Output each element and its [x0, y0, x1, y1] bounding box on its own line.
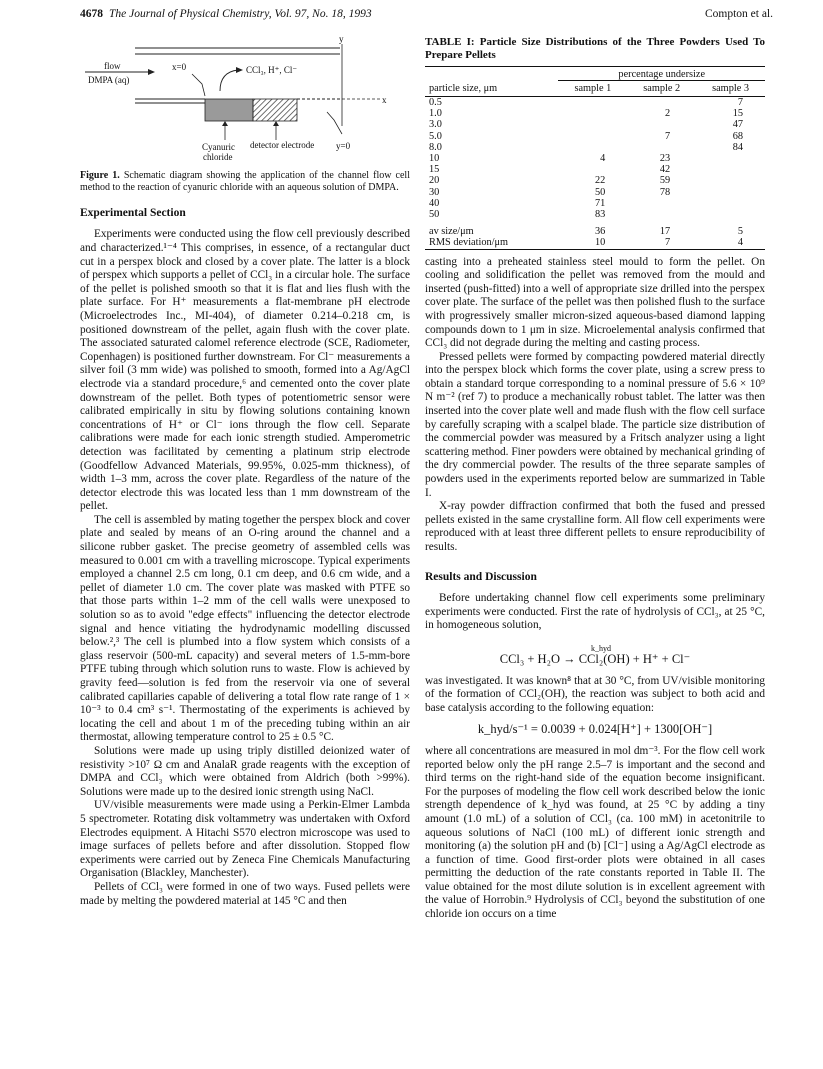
table-row [425, 142, 765, 153]
table-cell [696, 187, 765, 198]
table-col-header: sample 2 [643, 82, 681, 94]
flow-cell-diagram [80, 36, 410, 168]
table-cell [558, 96, 627, 108]
label-dmpa: DMPA (aq) [88, 75, 130, 85]
table-summary-row [425, 237, 765, 249]
running-header [80, 8, 773, 24]
pellet-block [205, 99, 253, 121]
table-cell: 5.0 [429, 130, 442, 142]
table-cell: 59 [659, 175, 671, 187]
table-1-caption: TABLE I: Particle Size Distributions of the Three Powders Used To Prepare Pellets [425, 36, 765, 61]
page-number: 4678 [80, 8, 103, 20]
label-species: CCl₃, H⁺, Cl⁻ [246, 65, 298, 75]
table-row [425, 209, 765, 220]
table-cell: 23 [659, 152, 671, 164]
table-cell [696, 175, 765, 186]
table-cell [696, 209, 765, 220]
table-cell: 7 [737, 96, 743, 108]
label-x: x [382, 95, 387, 105]
figure-1-caption [80, 170, 410, 195]
label-y0: y=0 [336, 141, 351, 151]
table-cell: 10 [429, 152, 440, 164]
table-cell [696, 164, 765, 175]
table-summary [425, 220, 765, 249]
equation-2: k_hyd/s⁻¹ = 0.0039 + 0.024[H⁺] + 1300[OH⁻] [477, 722, 713, 737]
table-cell [627, 142, 696, 153]
table-cell: 22 [595, 175, 606, 187]
table-col-header: sample 3 [712, 82, 749, 94]
table-cell [558, 119, 627, 130]
table-cell: 84 [732, 141, 743, 153]
table-summary-row [425, 220, 765, 237]
table-cell: 10 [595, 237, 606, 249]
table-cell: RMS deviation/μm [429, 237, 509, 249]
table-cell: 1.0 [429, 108, 442, 120]
table-cell: 2 [664, 108, 671, 120]
table-cell: 4 [600, 152, 606, 164]
table-cell: 15 [429, 164, 440, 176]
table-row [425, 164, 765, 175]
right-column [425, 36, 765, 922]
table-cell: 30 [429, 186, 440, 198]
paragraph: UV/visible measurements were made using a Perkin-Elmer Lambda 5 spectrometer. Rotating disk voltammetry was undertaken with Oxford Electrodes equipment. A Hitachi S570 electron microscope was used to image surfaces of pellets before and after dissolution. Stopped flow experiments were carried out by Zeneca Fine Chemicals Manufacturing Organisation (Blackley, Manchester). [80, 799, 410, 880]
section-title-results: Results and Discussion [425, 570, 537, 583]
table-cell: 15 [732, 108, 743, 120]
table-col-header: particle size, μm [429, 82, 498, 94]
paragraph: casting into a preheated stainless steel mould to form the pellet. On cooling and solidification the pellet was removed from the mould and inserted (push-fitted) into a well of appropriate size drilled into the perspex cover plate. The surface of the pellet was then polished flush to the surface with progressively smaller micron-sized aqueous-based diamond lapping compounds down to 1 μm in size. Microelemental analysis confirmed that CCl₃ did not degrade during the melting and casting process. [425, 255, 765, 350]
table-cell [558, 164, 627, 175]
table-cell: 3.0 [429, 119, 442, 131]
table-cell: 20 [429, 175, 440, 187]
table-cell: 5 [737, 226, 743, 238]
table-1 [425, 66, 765, 250]
table-cell: 7 [664, 237, 671, 249]
table-row [425, 175, 765, 186]
table-row [425, 198, 765, 209]
header-left [80, 8, 372, 20]
label-chloride: chloride [203, 152, 233, 162]
table-cell: 50 [595, 186, 606, 198]
table-cell: 42 [659, 164, 671, 176]
table-cell: 68 [732, 130, 743, 142]
table-row [425, 96, 765, 108]
table-cell [627, 96, 696, 108]
paragraph: The cell is assembled by mating together the perspex block and cover plate and sealed by means of an O-ring around the channel and a silicone rubber gasket. The precise geometry of assembled cells was measured to 0.001 cm with a travelling microscope. Typical experiments employed a channel 2.5 cm long, 0.1 cm deep, and 0.6 cm wide, and a pellet of diameter 1.0 cm. The cover plate was masked with PTFE so that those parts within 1–2 mm of the cell walls were unexposed to solution so as to avoid "edge effects" influencing the detector electrode signal and hence vitiating the hydrodynamic modelling discussed below.²,³ The cell is plumbed into a flow system which consists of a glass reservoir (500-mL capacity) and several meters of 1.5-mm-bore PTFE tubing through which solution runs to waste. Flow is achieved by gravity feed—solution is fed from the reservoir via one of several calibrated capillaries capable of delivering a total flow rate range of 1 × 10⁻³ to 0.4 cm³ s⁻¹. Thermostating of the experiments is achieved by locating the cell and about 1 m of the preceding tubing within an air thermostat, allowing temperature control to 25 ± 0.5 °C. [80, 513, 410, 744]
table-cell [627, 209, 696, 220]
table-cell [558, 131, 627, 142]
paragraph: where all concentrations are measured in mol dm⁻³. For the flow cell work reported below only the pH range 2.5–7 is important and the second and third terms on the right-hand side of the equation become insignificant. For the purposes of modeling the flow cell work described below the ionic strength dependence of k_hyd was found, at 25 °C by adding a tiny amount (1.0 mL) of a solution of CCl₃ (ca. 100 mM) in acetonitrile to aqueous solutions of NaCl (100 mL) of different ionic strength and monitoring (a) the solution pH and (b) [Cl⁻] using a Ag/AgCl electrode as a function of time. Good first-order plots were obtained in all cases permitting the deduction of the rate constants reported in Table II. The value obtained for the most dilute solution is in excellent agreement with the value of Horrobin.⁹ Hydrolysis of CCl₃ beyond the substitution of one chloride ion occurs on a time [425, 744, 765, 921]
detector-electrode-block [253, 99, 297, 121]
table-cell: 0.5 [429, 96, 442, 108]
equation-1-rate-label: k_hyd [591, 643, 611, 653]
figure-1-caption-label: Figure 1. [80, 170, 120, 181]
table-row [425, 153, 765, 164]
table-cell: 83 [595, 208, 606, 220]
label-x0: x=0 [172, 62, 187, 72]
paragraph: was investigated. It was known⁸ that at 30 °C, from UV/visible monitoring of the formation of CCl₂(OH), the reaction was subject to both acid and base catalysis according to the following equation: [425, 674, 765, 714]
table-body [425, 96, 765, 220]
figure-1-caption-text: Schematic diagram showing the application of the channel flow cell method to the reaction of cyanuric chloride with an aqueous solution of DMPA. [80, 170, 410, 194]
label-cyanuric: Cyanuric [202, 142, 235, 152]
table-cell: 17 [659, 226, 671, 238]
header-authors: Compton et al. [704, 8, 773, 20]
table-cell [627, 119, 696, 130]
table-group-header: percentage undersize [558, 67, 765, 81]
section-title-experimental: Experimental Section [80, 206, 186, 219]
paragraph: Before undertaking channel flow cell experiments some preliminary experiments were conducted. First the rate of hydrolysis of CCl₃, at 25 °C, in homogeneous solution, [425, 592, 765, 632]
label-flow: flow [104, 61, 121, 71]
table-cell: 71 [595, 197, 606, 209]
paragraph: Solutions were made up using triply distilled deionized water of resistivity >10⁷ Ω cm and AnalaR grade reagents with the exception of DMPA and CCl₃ which were obtained from Aldrich (both >99%). Solutions were made up to the desired ionic strength using NaCl. [80, 744, 410, 798]
paragraph: Pressed pellets were formed by compacting powdered material directly into the perspex block which forms the cover plate, using a screw press to obtain a standard torque corresponding to a nominal pressure of 5.6 × 10⁹ N m⁻² (ref 7) to produce a mechanically robust tablet. The latter was then inserted into the cover plate well and made flush with the flow cell surface by carefully scraping with a scalpel blade. The particle size distribution of the commercial powder was measured by a Fritsch analyzer using a light scattering method. Finer powders were obtained by mechanical grinding of the dry commercial powder. The results of the three separate samples of powders used in the experiments reported below are summarized in Table I. [425, 350, 765, 499]
table-cell [627, 198, 696, 209]
table-cell: 36 [595, 226, 606, 238]
left-column [80, 36, 410, 908]
table-col-header: sample 1 [574, 82, 612, 94]
label-detector: detector electrode [250, 140, 315, 150]
table-cell: 8.0 [429, 141, 442, 153]
table-row [425, 119, 765, 130]
table-cell: av size/μm [429, 226, 474, 238]
paragraph: Pellets of CCl₃ were formed in one of two ways. Fused pellets were made by melting the powdered material at 145 °C and then [80, 880, 410, 907]
equation-1 [425, 645, 765, 667]
equation-1-text: CCl₃ + H₂O → CCl₂(OH) + H⁺ + Cl⁻ [499, 651, 691, 666]
paragraph: X-ray powder diffraction confirmed that both the fused and pressed pellets existed in the same crystalline form. All flow cell experiments were reproduced with at least three different pellets to ensure reproducibility of results. [425, 500, 765, 554]
table-row [425, 108, 765, 119]
table-cell: 50 [429, 208, 440, 220]
paragraph: Experiments were conducted using the flow cell previously described and characterized.¹⁻⁴ This comprises, in essence, of a rectangular duct cut in a perspex block and closed by a cover plate. The latter is a block of perspex which supports a pellet of CCl₃ in a circular hole. The surface of the pellet is polished smooth so that it is flat and lies flush with the plate surface. For H⁺ measurements a flat-membrane pH electrode (Microelectrodes Inc., MI-404), of diameter 0.214–0.218 cm, is positioned downstream of the pellet, again flush with the cover plate. The associated saturated calomel reference electrode (SCE, Radiometer, Copenhagen) is positioned further downstream. For Cl⁻ measurements a silver foil (3 mm wide) was polished to smooth, formed into a Ag/AgCl electrode via a standard procedure,⁶ and cemented onto the cover plate downstream of the pellet. Both types of potentiometric sensor were calibrated empirically in situ by flowing solutions containing known concentrations of H⁺ or Cl⁻ ions through the flow cell. Separate calibrations were made for each ionic strength studied. Amperometric detection was facilitated by cementing a platinum strip electrode (Goodfellow Advanced Materials, 99.95%, 0.025-mm thickness), of width 1–3 mm, across the cover plate. Regardless of the nature of the detector electrode this was located less than 1 mm downstream of the pellet. [80, 228, 410, 513]
table-row [425, 131, 765, 142]
table-cell: 47 [732, 119, 743, 131]
figure-1 [80, 36, 410, 168]
table-cell: 4 [737, 237, 743, 249]
table-row [425, 187, 765, 198]
table-cell: 40 [429, 197, 440, 209]
journal-citation: The Journal of Physical Chemistry, Vol. 97, No. 18, 1993 [109, 8, 372, 20]
table-cell [696, 198, 765, 209]
table-cell: 7 [664, 130, 671, 142]
table-cell [558, 142, 627, 153]
table-cell: 78 [659, 186, 671, 198]
label-y: y [339, 36, 344, 44]
table-cell [558, 108, 627, 119]
table-cell [696, 153, 765, 164]
